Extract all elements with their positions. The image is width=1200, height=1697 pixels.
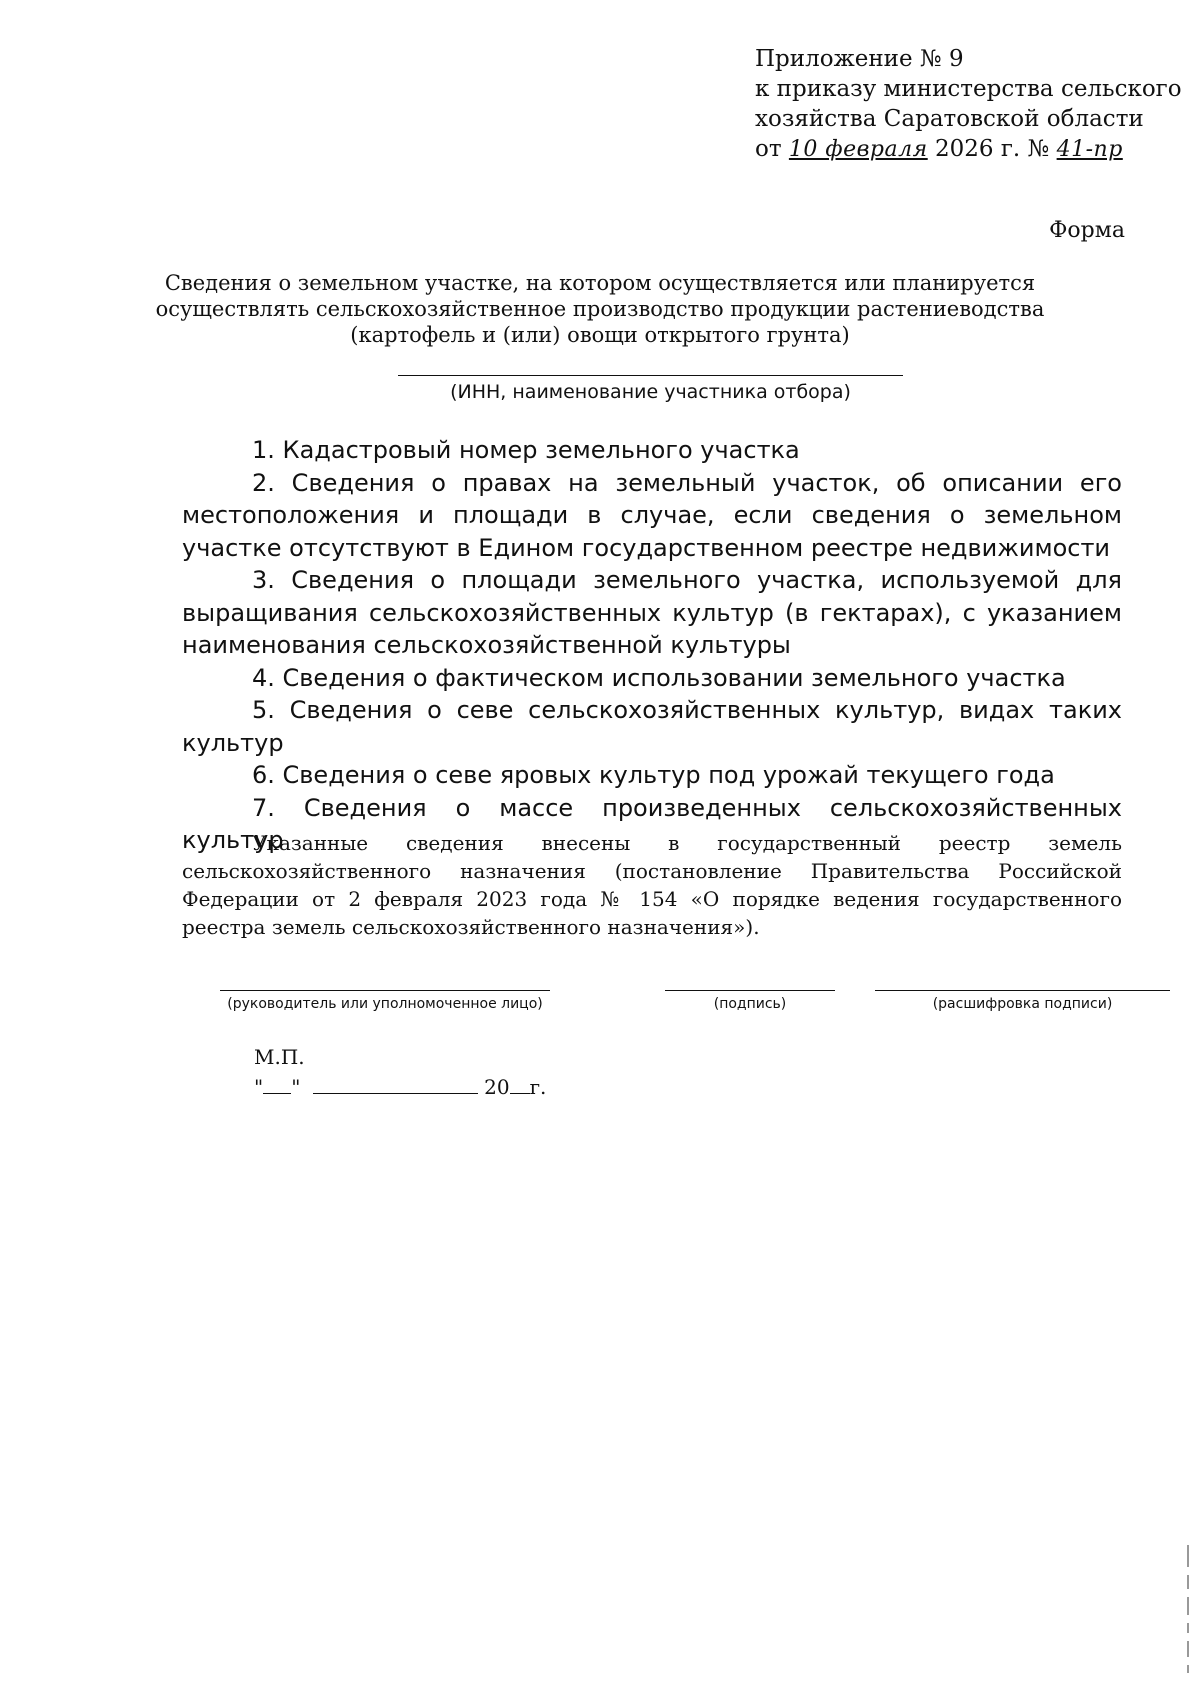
signature-label: (подпись)	[713, 996, 787, 1012]
head-label: (руководитель или уполномоченное лицо)	[227, 996, 543, 1012]
inn-label: (ИНН, наименование участника отбора)	[450, 381, 851, 403]
title-line-2: осуществлять сельскохозяйственное производство продукции растениеводства	[155, 297, 1045, 321]
list-item: 7. Сведения о массе произведенных сельскохозяйственных культур	[182, 793, 1122, 854]
appendix-header	[755, 44, 1182, 165]
year-text: 2026 г. №	[935, 136, 1050, 162]
date-fill-line	[254, 1075, 546, 1099]
open-quote: "	[254, 1075, 264, 1099]
appendix-date-line	[755, 134, 1175, 165]
decode-signature-line	[875, 990, 1170, 991]
year-blank	[510, 1075, 530, 1094]
date-prefix: от	[755, 136, 782, 162]
scan-margin-marks	[1187, 1545, 1193, 1695]
list-item: 1. Кадастровый номер земельного участка	[252, 436, 800, 464]
appendix-number: Приложение № 9	[755, 46, 964, 72]
title-line-1: Сведения о земельном участке, на котором осуществляется или планируется	[164, 271, 1036, 295]
year-suffix: г.	[529, 1075, 547, 1099]
stamp-placeholder: М.П.	[254, 1045, 305, 1069]
registry-note	[182, 829, 1122, 941]
form-label: Форма	[1049, 218, 1125, 243]
note-text: Указанные сведения внесены в государственный реестр земель сельскохозяйственного назначения (постановление Правительства Российской Федерации от 2 февраля 2023 года № 154 «О порядке ведения государственного реестра земель сельскохозяйственного назначения»).	[182, 831, 1122, 939]
year-prefix: 20	[484, 1075, 510, 1099]
handwritten-number: 41-пр	[1056, 137, 1123, 162]
list-item: 4. Сведения о фактическом использовании земельного участка	[252, 663, 1066, 692]
close-quote: "	[291, 1075, 301, 1099]
head-signature-line	[220, 990, 550, 991]
title-line-3: (картофель и (или) овощи открытого грунта)	[350, 323, 850, 347]
list-item: 6. Сведения о севе яровых культур под урожай текущего года	[252, 761, 1055, 789]
handwritten-date: 10 февраля	[788, 137, 928, 162]
appendix-order-line: к приказу министерства сельского	[755, 76, 1182, 102]
signature-line	[665, 990, 835, 991]
list-item: 5. Сведения о севе сельскохозяйственных культур, видах таких культур	[182, 696, 1122, 757]
list-item: 3. Сведения о площади земельного участка, используемой для выращивания сельскохозяйственных культур (в гектарах), с указанием наименования сельскохозяйственной культуры	[182, 566, 1122, 659]
list-item: 2. Сведения о правах на земельный участок, об описании его местоположения и площади в случае, если сведения о земельном участке отсутствуют в Едином государственном реестре недвижимости	[182, 468, 1122, 562]
appendix-ministry-line: хозяйства Саратовской области	[755, 106, 1144, 132]
document-title	[150, 270, 1050, 348]
day-blank	[263, 1075, 291, 1094]
inn-blank-line	[398, 375, 903, 376]
decode-label: (расшифровка подписи)	[932, 996, 1113, 1012]
month-blank	[313, 1075, 478, 1094]
items-list	[182, 434, 1122, 857]
